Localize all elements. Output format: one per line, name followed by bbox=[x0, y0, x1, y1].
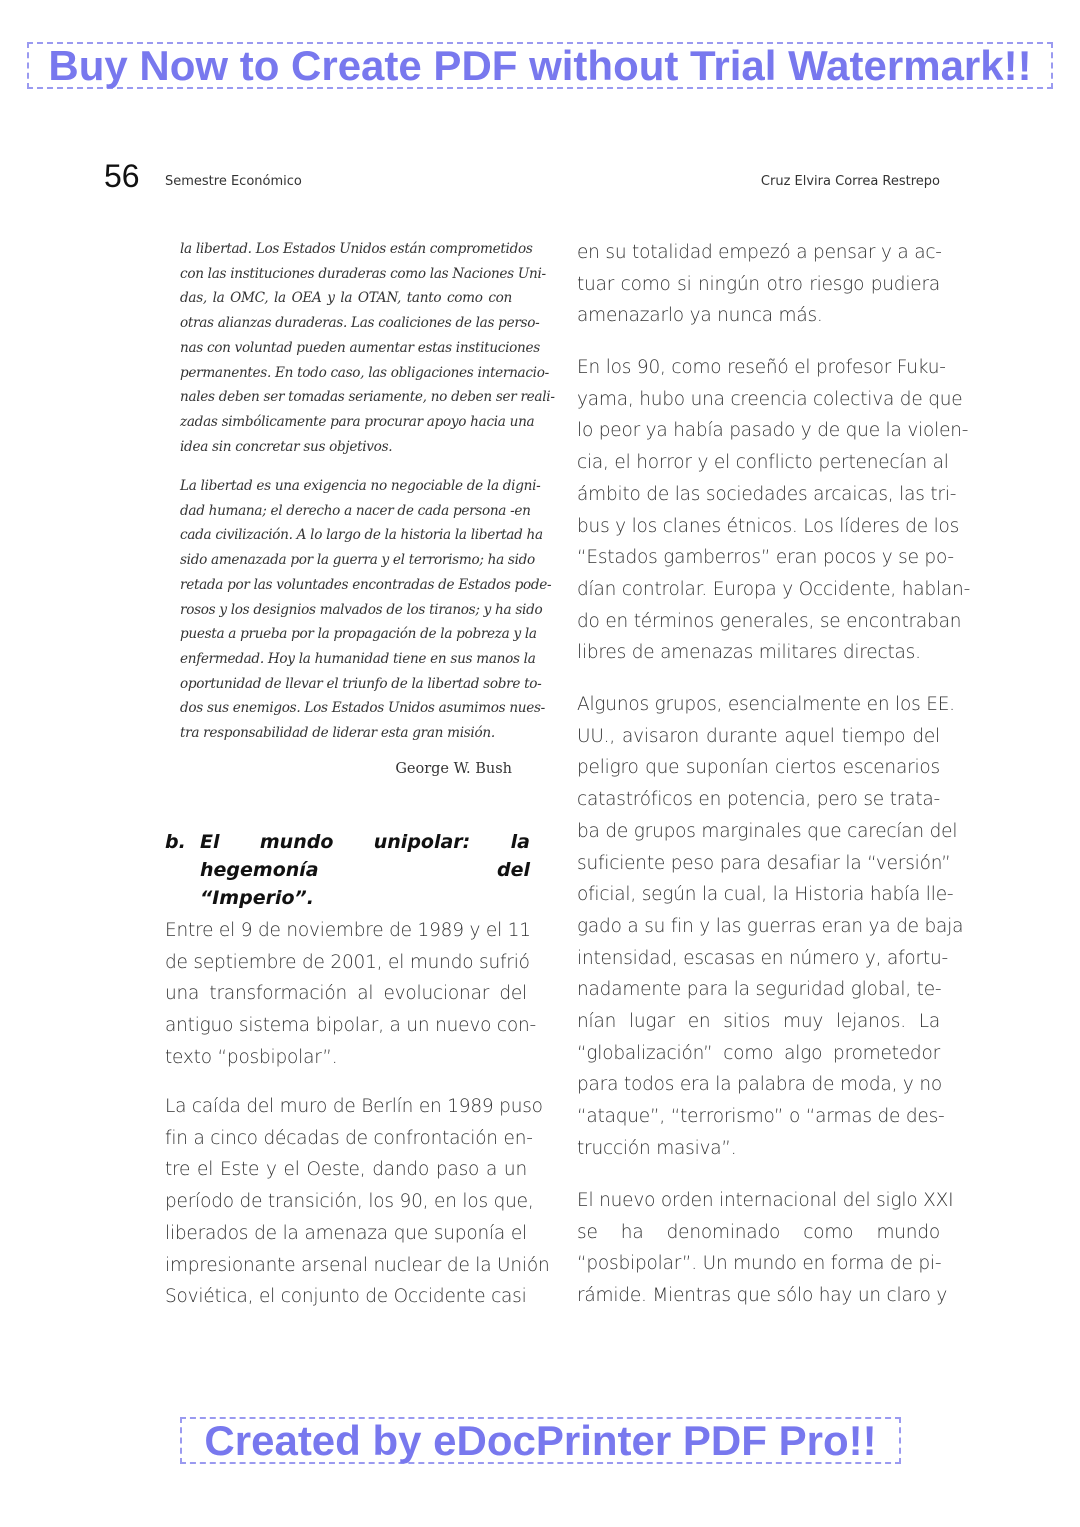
text-line: tra responsabilidad de liderar esta gran misión. bbox=[180, 725, 495, 742]
text-line: liberados de la amenaza que suponía el bbox=[165, 1222, 527, 1244]
quote-paragraph-1 bbox=[180, 237, 555, 459]
text-line: catastróficos en potencia, pero se trata- bbox=[577, 789, 940, 811]
text-line: en su totalidad empezó a pensar y a ac- bbox=[577, 242, 942, 263]
text-line: de septiembre de 2001, el mundo sufrió bbox=[165, 951, 530, 973]
text-line: das, la OMC, la OEA y la OTAN, tanto como con bbox=[180, 290, 512, 307]
section-title bbox=[200, 828, 530, 912]
body-paragraph bbox=[165, 915, 536, 1074]
text-line: intensidad, escasas en número y, afortu- bbox=[577, 947, 948, 969]
body-paragraph bbox=[577, 689, 964, 1165]
text-line: amenazarlo ya nunca más. bbox=[577, 305, 823, 327]
text-line: bus y los clanes étnicos. Los líderes de los bbox=[577, 515, 960, 537]
text-line: nas con voluntad pueden aumentar estas instituciones bbox=[180, 339, 540, 356]
text-line: antiguo sistema bipolar, a un nuevo con- bbox=[165, 1015, 536, 1037]
text-line: dos sus enemigos. Los Estados Unidos asumimos nues- bbox=[180, 700, 545, 717]
text-line: puesta a prueba por la propagación de la pobreza y la bbox=[180, 626, 537, 643]
text-line: cada civilización. A lo largo de la historia la libertad ha bbox=[180, 527, 543, 544]
text-line: ámbito de las sociedades arcaicas, las tri- bbox=[577, 483, 957, 505]
text-line: con las instituciones duraderas como las Naciones Uni- bbox=[180, 265, 546, 282]
text-line: El mundo unipolar: la hegemonía del bbox=[200, 831, 530, 881]
text-line: En los 90, como reseñó el profesor Fuku- bbox=[577, 357, 946, 378]
text-line: sido amenazada por la guerra y el terrorismo; ha sido bbox=[180, 552, 535, 569]
text-line: retada por las voluntades encontradas de Estados pode- bbox=[180, 576, 552, 593]
text-line: texto “posbipolar”. bbox=[165, 1046, 338, 1068]
text-line: para todos era la palabra de moda, y no bbox=[577, 1074, 943, 1096]
text-line: tre el Este y el Oeste, dando paso a un bbox=[165, 1159, 527, 1181]
quote-paragraph-2 bbox=[180, 474, 552, 746]
text-line: gado a su fin y las guerras eran ya de baja bbox=[577, 915, 964, 937]
text-line: nales deben ser tomadas seriamente, no deben ser reali- bbox=[180, 389, 555, 406]
text-line: suficiente peso para desafiar la “versión” bbox=[577, 852, 951, 874]
text-line: fin a cinco décadas de confrontación en- bbox=[165, 1127, 533, 1149]
text-line: oficial, según la cual, la Historia había lle- bbox=[577, 884, 954, 906]
quote-attribution: George W. Bush bbox=[395, 761, 512, 777]
text-line: nadamente para la seguridad global, te- bbox=[577, 979, 942, 1001]
text-line: “Imperio”. bbox=[200, 887, 314, 909]
text-line: Entre el 9 de noviembre de 1989 y el 11 bbox=[165, 920, 531, 941]
text-line: rosos y los designios malvados de los tiranos; y ha sido bbox=[180, 601, 543, 618]
text-line: lo peor ya había pasado y de que la violen- bbox=[577, 420, 969, 442]
text-line: cia, el horror y el conflicto pertenecían al bbox=[577, 452, 949, 474]
text-line: enfermedad. Hoy la humanidad tiene en sus manos la bbox=[180, 650, 536, 667]
text-line: “Estados gamberros” eran pocos y se po- bbox=[577, 547, 954, 569]
text-line: rámide. Mientras que sólo hay un claro y bbox=[577, 1285, 948, 1307]
text-line: oportunidad de llevar el triunfo de la libertad sobre to- bbox=[180, 675, 542, 692]
text-line: otras alianzas duraderas. Las coaliciones de las perso- bbox=[180, 315, 540, 332]
text-line: “globalización” como algo prometedor bbox=[577, 1042, 940, 1064]
text-line: yama, hubo una creencia colectiva de que bbox=[577, 388, 963, 410]
text-line: “ataque”, “terrorismo” o “armas de des- bbox=[577, 1106, 945, 1128]
text-line: ba de grupos marginales que carecían del bbox=[577, 820, 958, 842]
text-line: una transformación al evolucionar del bbox=[165, 983, 527, 1005]
text-line: dían controlar. Europa y Occidente, hablan- bbox=[577, 578, 971, 600]
text-line: nían lugar en sitios muy lejanos. La bbox=[577, 1011, 940, 1033]
text-line: la libertad. Los Estados Unidos están comprometidos bbox=[180, 241, 533, 257]
text-line: La libertad es una exigencia no negociable de la digni- bbox=[180, 478, 541, 494]
text-line: impresionante arsenal nuclear de la Unión bbox=[165, 1254, 550, 1276]
body-paragraph bbox=[577, 237, 940, 332]
text-line: idea sin concretar sus objetivos. bbox=[180, 438, 393, 455]
text-line: peligro que suponían ciertos escenarios bbox=[577, 757, 940, 779]
text-line: Soviética, el conjunto de Occidente casi bbox=[165, 1286, 527, 1308]
text-line: período de transición, los 90, en los que, bbox=[165, 1191, 534, 1213]
text-line: “posbipolar”. Un mundo en forma de pi- bbox=[577, 1253, 942, 1275]
text-line: tuar como si ningún otro riesgo pudiera bbox=[577, 273, 940, 295]
trial-watermark-top: Buy Now to Create PDF without Trial Watermark!! bbox=[27, 42, 1053, 89]
text-line: do en términos generales, se encontraban bbox=[577, 610, 962, 632]
text-line: zadas simbólicamente para procurar apoyo hacia una bbox=[180, 413, 535, 430]
running-author: Cruz Elvira Correa Restrepo bbox=[760, 174, 940, 189]
text-line: El nuevo orden internacional del siglo XXI bbox=[577, 1190, 954, 1211]
text-line: permanentes. En todo caso, las obligaciones internacio- bbox=[180, 364, 549, 381]
page-number: 56 bbox=[104, 158, 140, 194]
text-line: Algunos grupos, esencialmente en los EE. bbox=[577, 694, 955, 715]
text-line: dad humana; el derecho a nacer de cada persona -en bbox=[180, 502, 531, 519]
section-label: b. bbox=[165, 831, 186, 853]
section-heading bbox=[165, 828, 530, 912]
text-line: La caída del muro de Berlín en 1989 puso bbox=[165, 1096, 543, 1117]
text-line: se ha denominado como mundo bbox=[577, 1221, 940, 1243]
text-line: trucción masiva”. bbox=[577, 1137, 737, 1159]
text-line: UU., avisaron durante aquel tiempo del bbox=[577, 725, 940, 747]
body-paragraph bbox=[165, 1091, 550, 1313]
journal-title: Semestre Económico bbox=[165, 174, 302, 189]
body-paragraph bbox=[577, 352, 971, 669]
text-line: libres de amenazas militares directas. bbox=[577, 642, 921, 664]
trial-watermark-bottom: Created by eDocPrinter PDF Pro!! bbox=[180, 1417, 901, 1464]
body-paragraph bbox=[577, 1185, 954, 1312]
